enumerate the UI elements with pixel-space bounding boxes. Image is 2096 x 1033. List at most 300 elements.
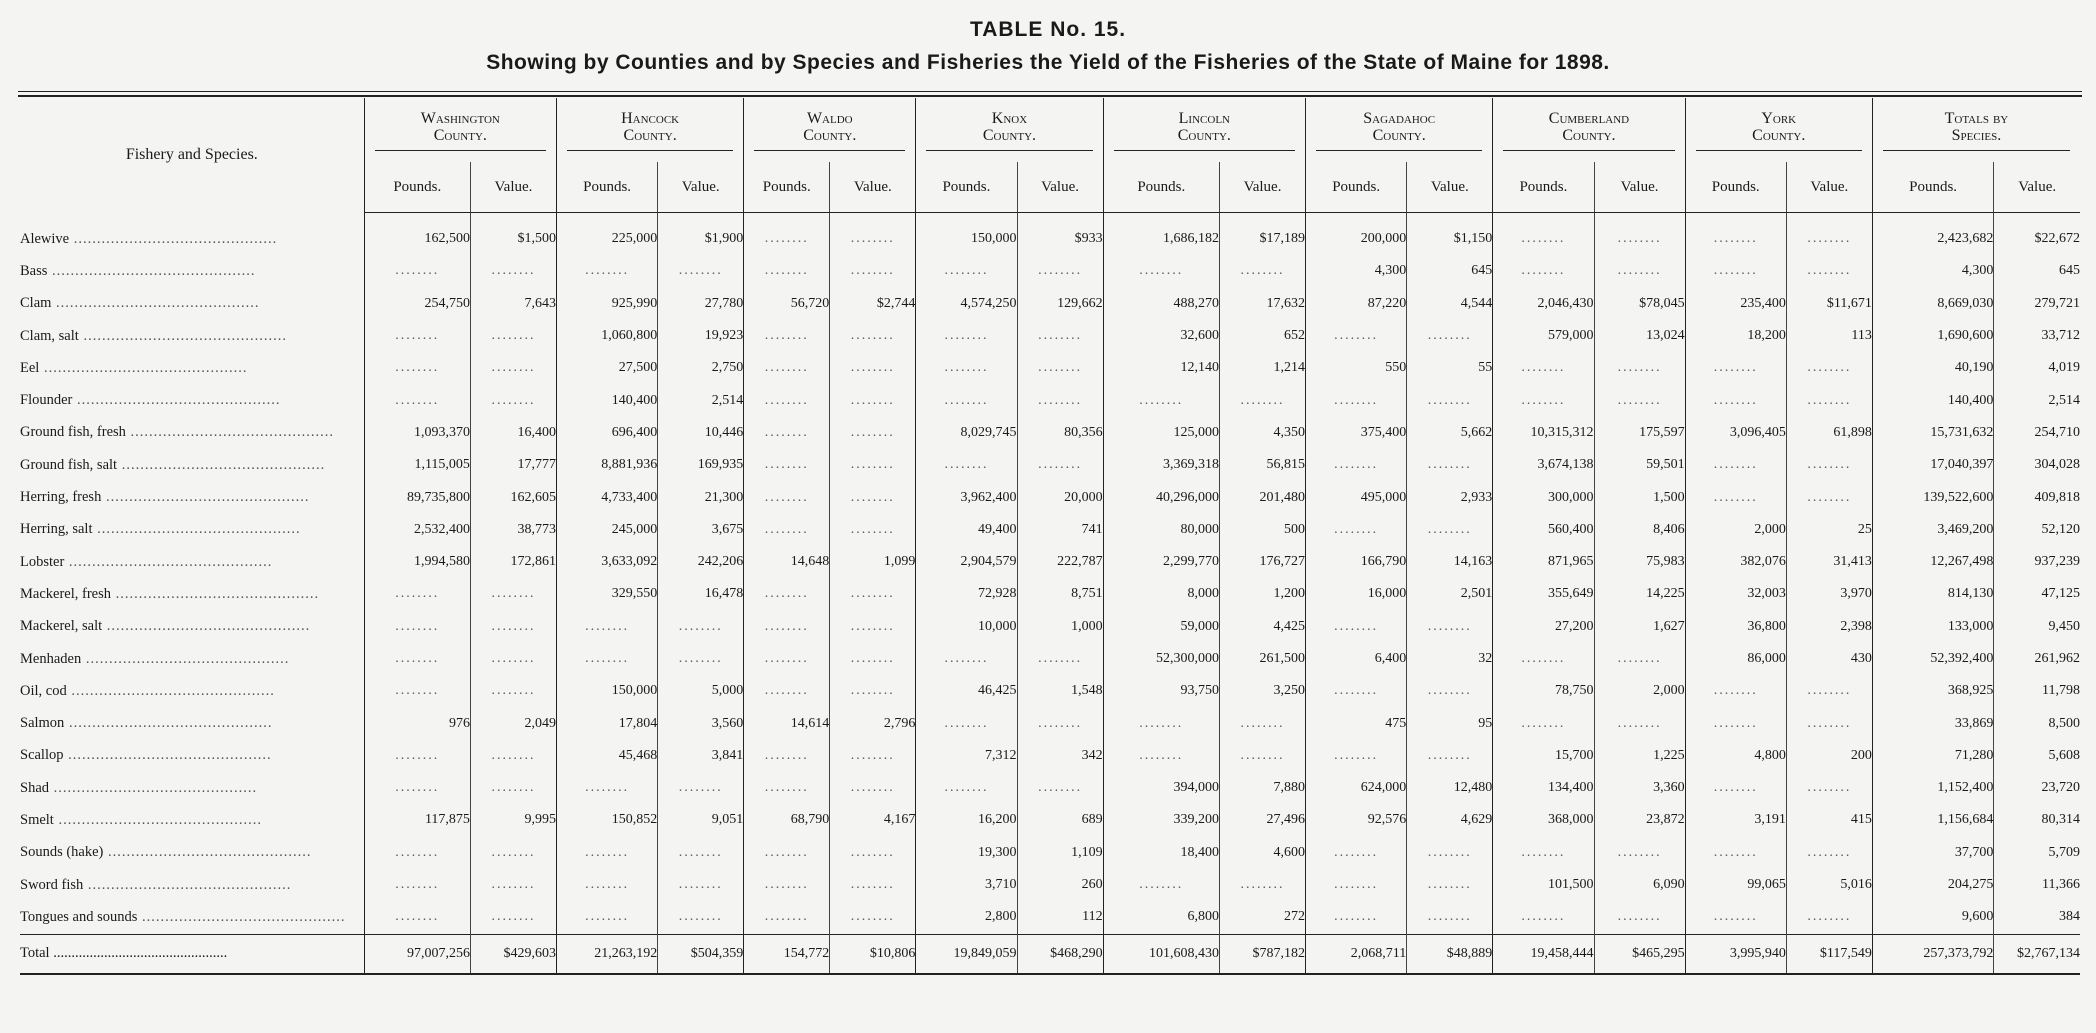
empty-cell: ........ <box>1685 352 1786 384</box>
empty-cell: ........ <box>556 869 657 901</box>
empty-cell: ........ <box>744 643 830 675</box>
value-cell: 169,935 <box>658 449 744 481</box>
empty-cell: ........ <box>1017 449 1103 481</box>
empty-cell: ........ <box>916 449 1017 481</box>
pounds-cell: 72,928 <box>916 578 1017 610</box>
value-cell: 937,239 <box>1994 546 2080 578</box>
pounds-cell: 871,965 <box>1493 546 1594 578</box>
leader-dots: ............................................ <box>66 682 275 699</box>
value-cell: 1,548 <box>1017 675 1103 707</box>
value-cell: 19,923 <box>658 320 744 352</box>
value-cell: 645 <box>1994 255 2080 287</box>
pounds-cell: 99,065 <box>1685 869 1786 901</box>
value-cell: 4,350 <box>1220 417 1306 449</box>
empty-cell: ........ <box>744 417 830 449</box>
pounds-cell: 355,649 <box>1493 578 1594 610</box>
empty-cell: ........ <box>1220 255 1306 287</box>
empty-cell: ........ <box>1594 837 1685 869</box>
value-cell: 25 <box>1786 514 1872 546</box>
empty-cell: ........ <box>1017 772 1103 804</box>
pounds-header-hancock: Pounds. <box>556 162 657 213</box>
value-cell: 23,720 <box>1994 772 2080 804</box>
empty-cell: ........ <box>1017 352 1103 384</box>
total-cell <box>20 934 364 974</box>
value-cell: 4,544 <box>1407 288 1493 320</box>
pounds-cell: 624,000 <box>1306 772 1407 804</box>
value-cell: 12,480 <box>1407 772 1493 804</box>
empty-cell: ........ <box>364 255 470 287</box>
pounds-cell: 475 <box>1306 707 1407 739</box>
empty-cell: ........ <box>1103 869 1219 901</box>
empty-cell: ........ <box>1407 869 1493 901</box>
species-label: Herring, fresh <box>20 489 102 506</box>
species-cell <box>20 675 364 707</box>
value-cell: 95 <box>1407 707 1493 739</box>
empty-cell: ........ <box>1493 707 1594 739</box>
value-cell: 11,798 <box>1994 675 2080 707</box>
value-cell: 176,727 <box>1220 546 1306 578</box>
empty-cell: ........ <box>1685 255 1786 287</box>
species-label: Ground fish, fresh <box>20 424 126 441</box>
pounds-cell: 300,000 <box>1493 481 1594 513</box>
table-row <box>20 481 2080 513</box>
value-cell: 11,366 <box>1994 869 2080 901</box>
empty-cell: ........ <box>364 384 470 416</box>
pounds-header-knox: Pounds. <box>916 162 1017 213</box>
pounds-cell: 4,574,250 <box>916 288 1017 320</box>
empty-cell: ........ <box>1685 675 1786 707</box>
leader-dots: ............................................ <box>69 230 278 247</box>
pounds-cell: 71,280 <box>1872 740 1993 772</box>
leader-dots: ............................................ <box>64 715 273 732</box>
empty-cell: ........ <box>744 384 830 416</box>
leader-dots: ............................................ <box>83 876 292 893</box>
pounds-cell: 579,000 <box>1493 320 1594 352</box>
empty-cell: ........ <box>1786 675 1872 707</box>
county-header-cumberland: Cumberland County. <box>1493 98 1685 162</box>
value-cell: 175,597 <box>1594 417 1685 449</box>
empty-cell: ........ <box>1594 643 1685 675</box>
table-row <box>20 255 2080 287</box>
pounds-cell: 16,000 <box>1306 578 1407 610</box>
empty-cell: ........ <box>744 481 830 513</box>
empty-cell: ........ <box>470 837 556 869</box>
pounds-cell: 4,300 <box>1306 255 1407 287</box>
species-cell <box>20 578 364 610</box>
pounds-cell: 9,600 <box>1872 901 1993 934</box>
county-header-hancock: Hancock County. <box>556 98 743 162</box>
empty-cell: ........ <box>1594 707 1685 739</box>
value-cell: 5,608 <box>1994 740 2080 772</box>
value-cell: 33,712 <box>1994 320 2080 352</box>
empty-cell: ........ <box>744 901 830 934</box>
value-cell: $22,672 <box>1994 223 2080 255</box>
pounds-cell: 150,000 <box>556 675 657 707</box>
pounds-cell: 254,750 <box>364 288 470 320</box>
pounds-cell: 8,881,936 <box>556 449 657 481</box>
fisheries-table <box>20 98 2080 975</box>
empty-cell: ........ <box>1407 320 1493 352</box>
empty-cell: ........ <box>744 869 830 901</box>
empty-cell: ........ <box>1407 384 1493 416</box>
empty-cell: ........ <box>364 740 470 772</box>
empty-cell: ........ <box>830 417 916 449</box>
pounds-cell: 10,000 <box>916 611 1017 643</box>
pounds-cell: 12,140 <box>1103 352 1219 384</box>
leader-dots: ............................................ <box>47 262 256 279</box>
empty-cell: ........ <box>1306 514 1407 546</box>
table-row <box>20 869 2080 901</box>
pounds-cell: 2,000 <box>1685 514 1786 546</box>
empty-cell: ........ <box>470 611 556 643</box>
pounds-cell: 550 <box>1306 352 1407 384</box>
empty-cell: ........ <box>658 837 744 869</box>
leader-dots: ............................................ <box>101 489 310 506</box>
value-cell: $2,744 <box>830 288 916 320</box>
pounds-cell: 27,500 <box>556 352 657 384</box>
pounds-cell: 19,300 <box>916 837 1017 869</box>
total-pounds-cell: 2,068,711 <box>1306 934 1407 974</box>
table-row <box>20 837 2080 869</box>
value-cell: 27,780 <box>658 288 744 320</box>
empty-cell: ........ <box>1493 837 1594 869</box>
table-row <box>20 804 2080 836</box>
empty-cell: ........ <box>1786 255 1872 287</box>
pounds-cell: 8,000 <box>1103 578 1219 610</box>
value-cell: 1,000 <box>1017 611 1103 643</box>
empty-cell: ........ <box>744 578 830 610</box>
species-cell <box>20 288 364 320</box>
value-cell: 384 <box>1994 901 2080 934</box>
empty-cell: ........ <box>1685 223 1786 255</box>
value-cell: 1,099 <box>830 546 916 578</box>
value-cell: 279,721 <box>1994 288 2080 320</box>
empty-cell: ........ <box>1493 352 1594 384</box>
empty-cell: ........ <box>556 643 657 675</box>
pounds-cell: 368,000 <box>1493 804 1594 836</box>
pounds-header-sagadahoc: Pounds. <box>1306 162 1407 213</box>
value-cell: 409,818 <box>1994 481 2080 513</box>
value-cell: 3,560 <box>658 707 744 739</box>
empty-cell: ........ <box>1017 384 1103 416</box>
pounds-cell: 1,156,684 <box>1872 804 1993 836</box>
value-cell: 2,000 <box>1594 675 1685 707</box>
pounds-cell: 4,800 <box>1685 740 1786 772</box>
species-cell <box>20 837 364 869</box>
value-header-cumberland: Value. <box>1594 162 1685 213</box>
pounds-cell: 8,029,745 <box>916 417 1017 449</box>
empty-cell: ........ <box>1407 611 1493 643</box>
species-label: Sword fish <box>20 876 84 893</box>
fishery-species-header: Fishery and Species. <box>125 146 258 164</box>
table-row <box>20 643 2080 675</box>
empty-cell: ........ <box>1017 255 1103 287</box>
value-cell: $1,150 <box>1407 223 1493 255</box>
value-cell: 56,815 <box>1220 449 1306 481</box>
pounds-cell: 3,369,318 <box>1103 449 1219 481</box>
empty-cell: ........ <box>1407 514 1493 546</box>
species-label: Alewive <box>20 230 70 247</box>
pounds-header-cumberland: Pounds. <box>1493 162 1594 213</box>
species-cell <box>20 804 364 836</box>
value-cell: 14,163 <box>1407 546 1493 578</box>
total-pounds-cell: 19,458,444 <box>1493 934 1594 974</box>
pounds-cell: 125,000 <box>1103 417 1219 449</box>
empty-cell: ........ <box>1786 223 1872 255</box>
pounds-cell: 92,576 <box>1306 804 1407 836</box>
empty-cell: ........ <box>1017 320 1103 352</box>
empty-cell: ........ <box>364 578 470 610</box>
value-cell: 16,478 <box>658 578 744 610</box>
pounds-cell: 225,000 <box>556 223 657 255</box>
table-row <box>20 288 2080 320</box>
empty-cell: ........ <box>1786 352 1872 384</box>
empty-cell: ........ <box>830 514 916 546</box>
pounds-cell: 40,296,000 <box>1103 481 1219 513</box>
pounds-cell: 140,400 <box>556 384 657 416</box>
pounds-cell: 101,500 <box>1493 869 1594 901</box>
value-cell: $11,671 <box>1786 288 1872 320</box>
pounds-cell: 40,190 <box>1872 352 1993 384</box>
value-cell: 200 <box>1786 740 1872 772</box>
value-cell: 13,024 <box>1594 320 1685 352</box>
value-cell: 500 <box>1220 514 1306 546</box>
pounds-cell: 166,790 <box>1306 546 1407 578</box>
empty-cell: ........ <box>1786 481 1872 513</box>
pounds-cell: 2,904,579 <box>916 546 1017 578</box>
empty-cell: ........ <box>1220 384 1306 416</box>
empty-cell: ........ <box>556 901 657 934</box>
empty-cell: ........ <box>830 384 916 416</box>
pounds-cell: 1,690,600 <box>1872 320 1993 352</box>
empty-cell: ........ <box>830 481 916 513</box>
pounds-cell: 16,200 <box>916 804 1017 836</box>
value-cell: 38,773 <box>470 514 556 546</box>
empty-cell: ........ <box>1685 772 1786 804</box>
value-header-washington: Value. <box>470 162 556 213</box>
value-cell: 162,605 <box>470 481 556 513</box>
value-cell: 55 <box>1407 352 1493 384</box>
table-row <box>20 514 2080 546</box>
pounds-cell: 814,130 <box>1872 578 1993 610</box>
empty-cell: ........ <box>830 255 916 287</box>
leader-dots: ............................................ <box>64 553 273 570</box>
leader-dots: ............................................ <box>51 295 260 312</box>
value-cell: 5,000 <box>658 675 744 707</box>
empty-cell: ........ <box>830 772 916 804</box>
value-cell: 4,629 <box>1407 804 1493 836</box>
species-cell <box>20 869 364 901</box>
empty-cell: ........ <box>1786 837 1872 869</box>
value-cell: 652 <box>1220 320 1306 352</box>
value-cell: 645 <box>1407 255 1493 287</box>
value-cell: 9,995 <box>470 804 556 836</box>
species-label: Sounds (hake) <box>20 844 104 861</box>
total-value-cell: $465,295 <box>1594 934 1685 974</box>
empty-cell: ........ <box>916 255 1017 287</box>
leader-dots: ............................................ <box>81 650 290 667</box>
value-cell: 304,028 <box>1994 449 2080 481</box>
empty-cell: ........ <box>744 611 830 643</box>
total-value-cell: $2,767,134 <box>1994 934 2080 974</box>
pounds-cell: 204,275 <box>1872 869 1993 901</box>
leader-dots: ............................................ <box>49 779 258 796</box>
table-row <box>20 901 2080 934</box>
empty-cell: ........ <box>658 255 744 287</box>
empty-cell: ........ <box>470 740 556 772</box>
leader-dots: ............................................ <box>103 844 312 861</box>
empty-cell: ........ <box>658 869 744 901</box>
pounds-cell: 14,648 <box>744 546 830 578</box>
pounds-cell: 14,614 <box>744 707 830 739</box>
pounds-cell: 134,400 <box>1493 772 1594 804</box>
empty-cell: ........ <box>1594 384 1685 416</box>
value-cell: 3,841 <box>658 740 744 772</box>
pounds-cell: 3,633,092 <box>556 546 657 578</box>
empty-cell: ........ <box>556 772 657 804</box>
empty-cell: ........ <box>1685 384 1786 416</box>
empty-cell: ........ <box>744 772 830 804</box>
leader-dots: ............................................ <box>78 327 287 344</box>
pounds-cell: 329,550 <box>556 578 657 610</box>
value-cell: 10,446 <box>658 417 744 449</box>
pounds-cell: 52,392,400 <box>1872 643 1993 675</box>
species-cell <box>20 514 364 546</box>
table-subtitle: Showing by Counties and by Species and Fisheries the Yield of the Fisheries of the State of Maine for 1898. <box>486 51 1610 74</box>
species-label: Tongues and sounds <box>20 908 138 925</box>
total-value-cell: $429,603 <box>470 934 556 974</box>
value-cell: 254,710 <box>1994 417 2080 449</box>
county-header-york: York County. <box>1685 98 1872 162</box>
value-cell: 430 <box>1786 643 1872 675</box>
value-cell: 80,356 <box>1017 417 1103 449</box>
pounds-cell: 3,469,200 <box>1872 514 1993 546</box>
value-cell: $1,500 <box>470 223 556 255</box>
empty-cell: ........ <box>1685 449 1786 481</box>
pounds-cell: 89,735,800 <box>364 481 470 513</box>
pounds-cell: 93,750 <box>1103 675 1219 707</box>
species-cell <box>20 643 364 675</box>
species-cell <box>20 772 364 804</box>
value-cell: 2,514 <box>658 384 744 416</box>
pounds-cell: 3,674,138 <box>1493 449 1594 481</box>
value-cell: 261,962 <box>1994 643 2080 675</box>
pounds-cell: 18,400 <box>1103 837 1219 869</box>
empty-cell: ........ <box>658 772 744 804</box>
pounds-cell: 235,400 <box>1685 288 1786 320</box>
total-value-cell: $468,290 <box>1017 934 1103 974</box>
value-cell: 4,019 <box>1994 352 2080 384</box>
empty-cell: ........ <box>470 384 556 416</box>
empty-cell: ........ <box>556 255 657 287</box>
value-cell: 1,214 <box>1220 352 1306 384</box>
pounds-cell: 4,733,400 <box>556 481 657 513</box>
species-label: Bass <box>20 262 48 279</box>
table-row <box>20 384 2080 416</box>
empty-cell: ........ <box>744 255 830 287</box>
empty-cell: ........ <box>916 352 1017 384</box>
empty-cell: ........ <box>830 869 916 901</box>
species-label: Smelt <box>20 811 54 828</box>
empty-cell: ........ <box>744 514 830 546</box>
total-pounds-cell: 97,007,256 <box>364 934 470 974</box>
empty-cell: ........ <box>830 740 916 772</box>
value-cell: 201,480 <box>1220 481 1306 513</box>
pounds-cell: 488,270 <box>1103 288 1219 320</box>
empty-cell: ........ <box>556 611 657 643</box>
total-value-cell: $787,182 <box>1220 934 1306 974</box>
pounds-cell: 15,731,632 <box>1872 417 1993 449</box>
value-cell: 4,425 <box>1220 611 1306 643</box>
table-title: TABLE No. 15. <box>969 18 1127 41</box>
pounds-cell: 140,400 <box>1872 384 1993 416</box>
table-row <box>20 740 2080 772</box>
pounds-cell: 33,869 <box>1872 707 1993 739</box>
value-cell: 16,400 <box>470 417 556 449</box>
empty-cell: ........ <box>1306 740 1407 772</box>
empty-cell: ........ <box>830 578 916 610</box>
value-cell: 112 <box>1017 901 1103 934</box>
empty-cell: ........ <box>1594 352 1685 384</box>
value-cell: 32 <box>1407 643 1493 675</box>
empty-cell: ........ <box>1103 384 1219 416</box>
empty-cell: ........ <box>364 869 470 901</box>
total-pounds-cell: 257,373,792 <box>1872 934 1993 974</box>
value-cell: 8,406 <box>1594 514 1685 546</box>
value-cell: 3,675 <box>658 514 744 546</box>
species-cell <box>20 449 364 481</box>
empty-cell: ........ <box>1220 740 1306 772</box>
empty-cell: ........ <box>1306 384 1407 416</box>
pounds-cell: 17,040,397 <box>1872 449 1993 481</box>
leader-dots: ............................................ <box>53 811 262 828</box>
value-cell: 5,016 <box>1786 869 1872 901</box>
empty-cell: ........ <box>1786 384 1872 416</box>
pounds-cell: 3,710 <box>916 869 1017 901</box>
species-cell <box>20 255 364 287</box>
value-cell: 27,496 <box>1220 804 1306 836</box>
pounds-cell: 1,994,580 <box>364 546 470 578</box>
empty-cell: ........ <box>830 611 916 643</box>
total-value-cell: $48,889 <box>1407 934 1493 974</box>
value-cell: 17,632 <box>1220 288 1306 320</box>
species-label: Clam <box>20 295 52 312</box>
top-rule-2 <box>18 95 2082 97</box>
pounds-cell: 368,925 <box>1872 675 1993 707</box>
empty-cell: ........ <box>744 223 830 255</box>
species-label: Ground fish, salt <box>20 456 118 473</box>
value-cell: 342 <box>1017 740 1103 772</box>
pounds-cell: 394,000 <box>1103 772 1219 804</box>
leader-dots: ............................................ <box>63 747 272 764</box>
empty-cell: ........ <box>1685 481 1786 513</box>
empty-cell: ........ <box>1306 611 1407 643</box>
value-header-york: Value. <box>1786 162 1872 213</box>
empty-cell: ........ <box>470 578 556 610</box>
empty-cell: ........ <box>1103 707 1219 739</box>
pounds-cell: 46,425 <box>916 675 1017 707</box>
table-row <box>20 578 2080 610</box>
empty-cell: ........ <box>1407 837 1493 869</box>
species-label: Menhaden <box>20 650 82 667</box>
pounds-cell: 245,000 <box>556 514 657 546</box>
table-row <box>20 352 2080 384</box>
species-label: Scallop <box>20 747 64 764</box>
table-row <box>20 675 2080 707</box>
empty-cell: ........ <box>470 255 556 287</box>
empty-cell: ........ <box>470 352 556 384</box>
species-cell <box>20 481 364 513</box>
